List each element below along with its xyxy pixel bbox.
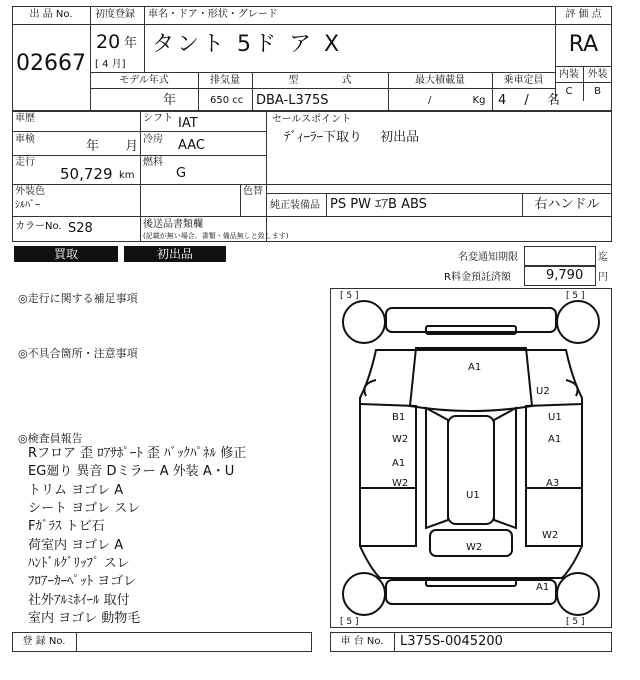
mark-rear-bumper: A1 bbox=[536, 582, 550, 593]
inspector-note-1: Rフロア 歪 ﾛｱｻﾎﾟｰﾄ 歪 ﾊﾞｯｸﾊﾟﾈﾙ 修正 bbox=[28, 446, 247, 461]
mark-hood: A1 bbox=[468, 362, 482, 373]
ac-label: 冷房 bbox=[143, 134, 163, 145]
mileage-label: 走行 bbox=[15, 157, 35, 168]
mark-right-rear-door: A3 bbox=[546, 478, 560, 489]
chassis-number: L375S-0045200 bbox=[400, 634, 503, 649]
inspection-value: 年 月 bbox=[86, 139, 139, 154]
model-year-label: モデル年式 bbox=[119, 75, 169, 86]
mark-right-rear-quarter: W2 bbox=[542, 530, 559, 541]
recycle-value: 9,790 bbox=[546, 268, 584, 283]
type-label: 型 式 bbox=[288, 75, 352, 86]
interior-label: 内装 bbox=[559, 69, 579, 80]
max-load-value: / Kg bbox=[428, 95, 486, 106]
exterior-grade: B bbox=[594, 86, 601, 97]
lot-no-label: 出 品 No. bbox=[29, 9, 73, 20]
exterior-label: 外装 bbox=[587, 69, 608, 80]
mark-left-front-door-1: B1 bbox=[392, 412, 406, 423]
recycle-label: R料金預託済額 bbox=[444, 272, 511, 283]
mark-right-front-door-1: U1 bbox=[548, 412, 562, 423]
deadline-label: 名変通知期限 bbox=[458, 252, 518, 263]
sales-point: ﾃﾞｨｰﾗｰ下取り 初出品 bbox=[284, 130, 420, 145]
tire-label-rr: [ 5 ] bbox=[566, 617, 585, 627]
year-unit: 年 bbox=[124, 36, 138, 51]
inspector-note-10: 室内 ヨゴレ 動物毛 bbox=[28, 611, 141, 626]
rating-value: RA bbox=[568, 32, 599, 57]
post-items-label: 後送品書類欄 bbox=[143, 219, 203, 230]
interior-grade: C bbox=[565, 86, 573, 97]
mark-rear-glass: W2 bbox=[466, 542, 483, 553]
capacity-value: 4 / 名 bbox=[498, 93, 560, 108]
equipment-value: PS PW ｴｱB ABS bbox=[330, 197, 427, 212]
chassis-label: 車 台 No. bbox=[340, 636, 384, 647]
post-items-note: (記載が無い場合、書類・備品無しと致します) bbox=[143, 232, 289, 240]
displacement-label: 排気量 bbox=[210, 75, 240, 86]
mark-roof: U1 bbox=[466, 490, 480, 501]
sales-point-label: セールスポイント bbox=[272, 114, 352, 125]
first-listing-tag: 初出品 bbox=[124, 246, 226, 262]
mark-left-front-door-2: W2 bbox=[392, 434, 409, 445]
displacement-value: 650 cc bbox=[210, 95, 244, 106]
steering-value: 右ハンドル bbox=[534, 197, 600, 212]
tire-label-rl: [ 5 ] bbox=[340, 617, 359, 627]
type-value: DBA-L375S bbox=[256, 93, 329, 108]
inspection-label: 車検 bbox=[15, 134, 35, 145]
car-name: タント 5ド ア X bbox=[152, 32, 343, 57]
recycle-unit: 円 bbox=[598, 272, 608, 283]
model-year-value: 年 bbox=[163, 93, 177, 108]
first-reg-year: 20 bbox=[96, 31, 121, 53]
inspector-note-6: 荷室内 ヨゴレ A bbox=[28, 538, 124, 553]
inspector-note-3: トリム ヨゴレ A bbox=[28, 483, 124, 498]
fuel-label: 燃料 bbox=[143, 157, 163, 168]
inspector-heading: ◎検査員報告 bbox=[18, 432, 83, 445]
deadline-box bbox=[524, 246, 596, 266]
buy-tag: 買取 bbox=[14, 246, 118, 262]
max-load-label: 最大積載量 bbox=[415, 75, 465, 86]
driving-notes-heading: ◎走行に関する補足事項 bbox=[18, 292, 138, 305]
car-name-label: 車名・ドア・形状・グレード bbox=[148, 9, 278, 20]
color-value: ｼﾙﾊﾞｰ bbox=[15, 200, 40, 211]
inspector-note-2: EG廻り 異音 Dミラー A 外装 A・U bbox=[28, 464, 235, 479]
mileage-value: 50,729 bbox=[60, 165, 113, 183]
mileage-unit: km bbox=[119, 170, 135, 181]
defects-heading: ◎不具合箇所・注意事項 bbox=[18, 347, 138, 360]
fuel-value: G bbox=[176, 166, 187, 181]
first-reg-month: [ 4 月] bbox=[95, 59, 126, 70]
rating-label: 評 価 点 bbox=[565, 9, 602, 20]
deadline-unit: 迄 bbox=[598, 252, 608, 263]
inspector-note-8: ﾌﾛｱｰｶｰﾍﾟｯﾄ ヨゴレ bbox=[28, 574, 137, 589]
tire-label-fr: [ 5 ] bbox=[566, 291, 585, 301]
tire-label-fl: [ 5 ] bbox=[340, 291, 359, 301]
color-no-label: カラーNo. bbox=[15, 221, 62, 232]
registration-label: 登 録 No. bbox=[22, 636, 66, 647]
color-label: 外装色 bbox=[15, 186, 45, 197]
lot-no: 02667 bbox=[16, 51, 86, 76]
capacity-label: 乗車定員 bbox=[503, 75, 544, 86]
mark-front-right-fender: U2 bbox=[536, 386, 550, 397]
mark-left-rear-door-1: A1 bbox=[392, 458, 406, 469]
equipment-label: 純正装備品 bbox=[270, 200, 320, 211]
color-no-value: S28 bbox=[68, 221, 93, 236]
inspector-note-7: ﾊﾝﾄﾞﾙｸﾞﾘｯﾌﾟ スレ bbox=[28, 556, 130, 571]
car-damage-diagram bbox=[330, 288, 612, 628]
damage-marks bbox=[392, 362, 562, 593]
mark-right-front-door-2: A1 bbox=[548, 434, 562, 445]
color-change-label: 色替 bbox=[243, 186, 263, 197]
inspector-note-4: シート ヨゴレ スレ bbox=[28, 501, 141, 516]
history-label: 車歴 bbox=[15, 113, 35, 124]
inspector-note-5: Fｶﾞﾗｽ トビ石 bbox=[28, 519, 105, 534]
first-reg-label: 初度登録 bbox=[95, 9, 135, 20]
inspector-note-9: 社外ｱﾙﾐﾎｲｰﾙ 取付 bbox=[28, 593, 130, 608]
shift-value: IAT bbox=[178, 116, 198, 131]
mark-left-rear-door-2: W2 bbox=[392, 478, 409, 489]
shift-label: シフト bbox=[143, 113, 173, 124]
ac-value: AAC bbox=[178, 138, 205, 153]
